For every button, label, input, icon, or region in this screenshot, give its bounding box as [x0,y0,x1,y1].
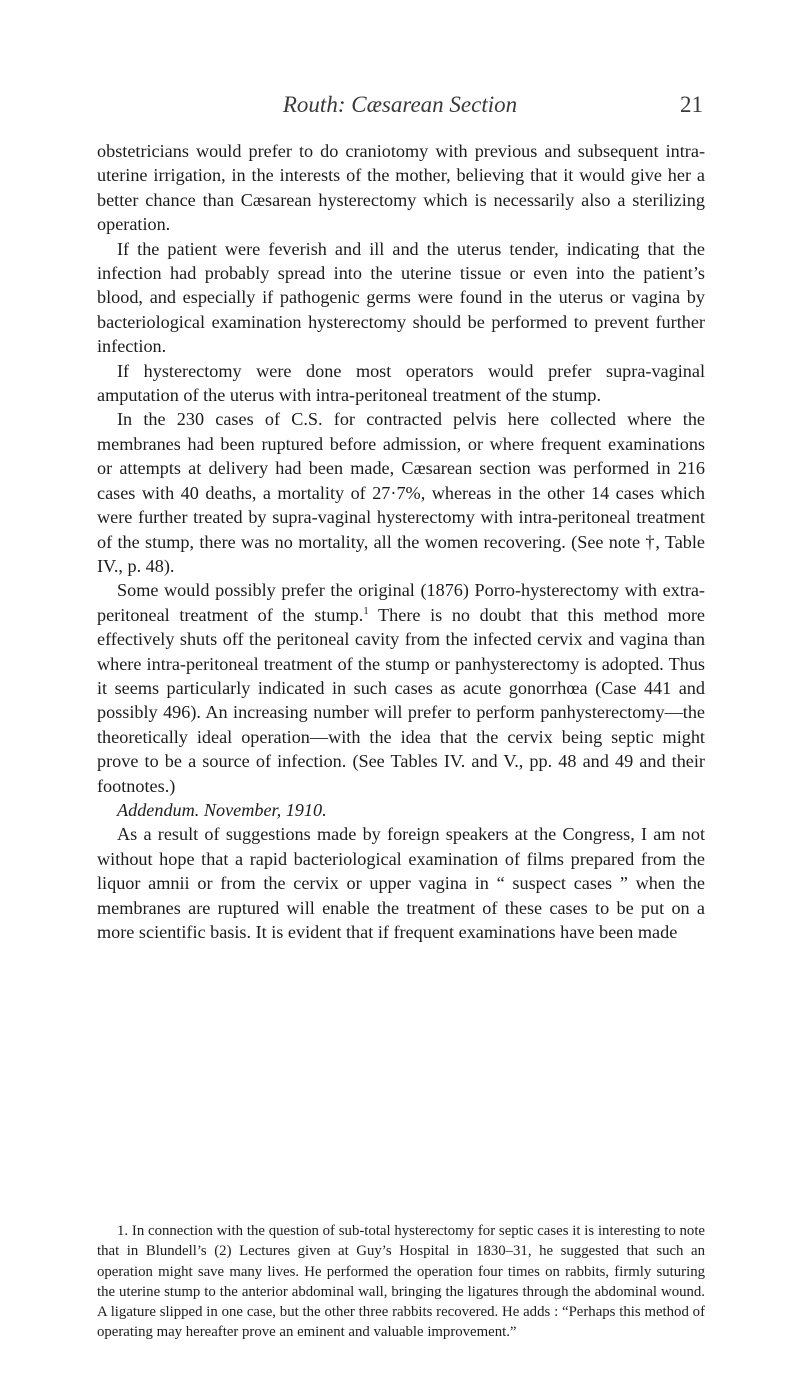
footnote-reference: 1 [363,604,369,617]
page-number: 21 [680,92,703,117]
porro-text-end: There is no doubt that this method more effectively shuts off the peritoneal cavity from the infected cervix and vagina than where intra-peritoneal treatment of the stump or panhysterectomy is adopted. Thus it seems particularly indicated in such cases as acute gonorrhœa (Case 441 and possibly 496). An increasing number will prefer to perform panhysterectomy—the theoretically ideal operation—with the idea that the cervix being septic might prove to be a source of infection. (See Tables IV. and V., pp. 48 and 49 and their footnotes.) [97,604,705,796]
main-text [97,139,705,944]
footnotes [97,1221,705,1343]
footnote-1: 1. In connection with the question of sub-total hysterectomy for septic cases it is interesting to note that in Blundell’s (2) Lectures given at Guy’s Hospital in 1830–31, he suggested that such an operation might save many lives. He performed the operation four times on rabbits, firmly suturing the uterine stump to the anterior abdominal wall, bringing the ligatures through the abdominal wound. A ligature slipped in one case, but the other three rabbits recovered. He adds : “Perhaps this method of operating may hereafter prove an eminent and valuable improvement.” [97,1223,705,1341]
running-title: Routh: Cæsarean Section [282,92,518,117]
paragraph-continued: obstetricians would prefer to do craniotomy with previous and subsequent intra-uterine irrigation, in the interests of the mother, believing that it would give her a better chance than Cæsarean hysterectomy which is necessarily also a sterilizing operation. [97,141,705,235]
running-head [0,92,800,122]
paragraph-230-cases: In the 230 cases of C.S. for contracted pelvis here collected where the membranes had been ruptured before admission, or where frequent examinations or attempts at delivery had been made, Cæsarean section was performed in 216 cases with 40 deaths, a mortality of 27·7%, whereas in the other 14 cases which were further treated by supra-vaginal hysterectomy with intra-peritoneal treatment of the stump, there was no mortality, all the women recovering. (See note †, Table IV., p. 48). [97,409,705,576]
paragraph-feverish-patient: If the patient were feverish and ill and the uterus tender, indicating that the infection had probably spread into the uterine tissue or even into the patient’s blood, and especially if pathogenic germs were found in the uterus or vagina by bacteriological examination hysterectomy should be performed to prevent further infection. [97,238,705,357]
addendum-heading: Addendum. November, 1910. [117,799,327,820]
paragraph-supra-vaginal: If hysterectomy were done most operators would prefer supra-vaginal amputation of the uterus with intra-peritoneal treatment of the stump. [97,360,705,406]
paragraph-porro-hysterectomy [97,578,705,798]
paragraph-addendum: As a result of suggestions made by foreign speakers at the Congress, I am not without hope that a rapid bacteriological examination of films prepared from the liquor amnii or from the cervix or upper vagina in “ suspect cases ” when the membranes are ruptured will enable the treatment of these cases to be put on a more scientific basis. It is evident that if frequent examinations have been made [97,824,705,942]
porro-text-start: Some would possibly prefer the original (1876) Porro-hysterectomy with extra-peritoneal treatment of the stump. [97,580,705,625]
